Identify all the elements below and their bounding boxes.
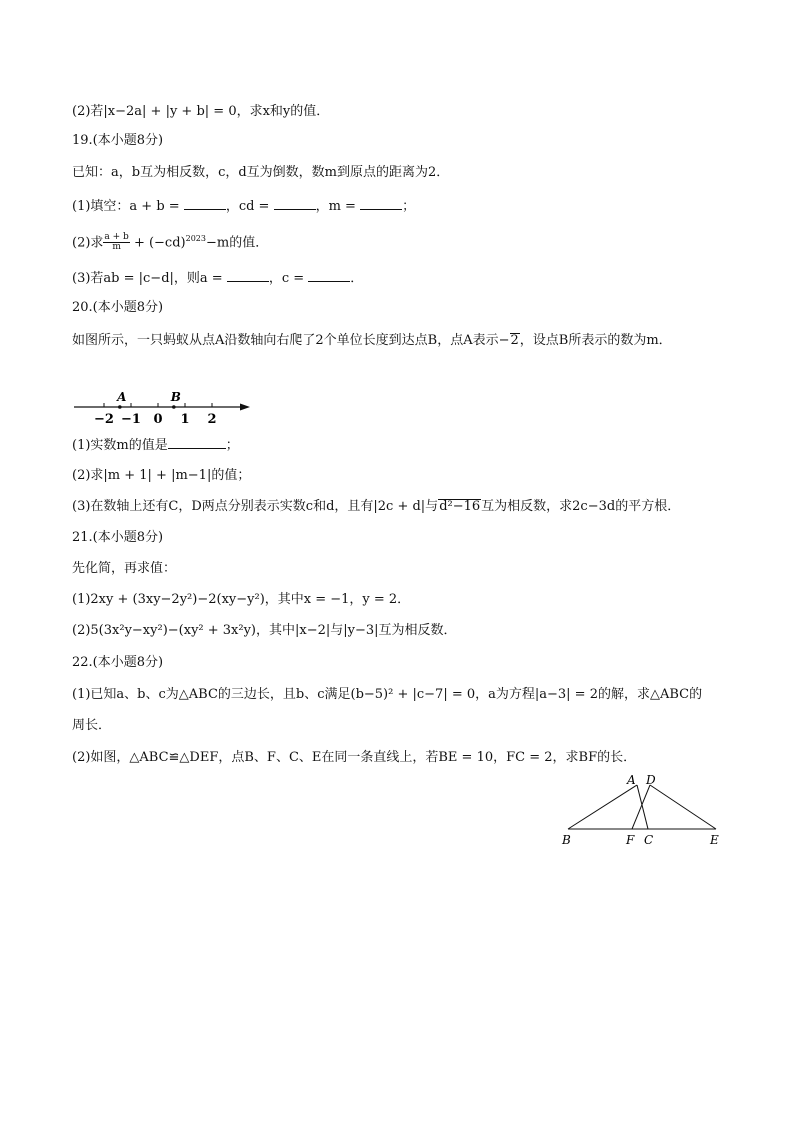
answer-blank — [184, 197, 226, 210]
segment-AB — [568, 785, 637, 829]
number-line-figure — [70, 390, 270, 430]
segment-DF — [632, 785, 650, 829]
q21-given: 先化简，再求值： — [72, 561, 177, 576]
q20-part2: (2)求|m + 1| + |m−1|的值； — [72, 468, 251, 483]
tick-label: 0 — [153, 412, 163, 427]
q19-part1: (1)填空：a + b = ，cd = ，m = ； — [72, 199, 416, 214]
q20-header: 20.(本小题8分) — [72, 300, 164, 315]
fraction: $\frac{a + b}{m}$ — [104, 232, 129, 253]
label-F: F — [626, 833, 635, 847]
segment-DE — [650, 785, 716, 829]
q18-part2: (2)若|x−2a| + |y + b| = 0，求x和y的值． — [72, 104, 330, 119]
segment-AC — [637, 785, 648, 829]
point-label-B: B — [170, 390, 181, 404]
tick-label: −1 — [121, 412, 141, 427]
label-E: E — [710, 833, 719, 847]
q19-header: 19.(本小题8分) — [72, 133, 164, 148]
q20-given: 如图所示，一只蚂蚁从点A沿数轴向右爬了2个单位长度到达点B，点A表示−2，设点B所表示的数为m． — [72, 333, 672, 348]
point-A — [118, 405, 122, 409]
q20-part1: (1)实数m的值是 ； — [72, 438, 239, 453]
label-A: A — [627, 773, 636, 787]
q19-part2: (2)求 $\frac{a + b}{m}$ + $(-cd)^{2023}-m$的值． — [72, 232, 269, 253]
q19-given: 已知：a，b互为相反数，c，d互为倒数，数m到原点的距离为2． — [72, 165, 450, 180]
q21-header: 21.(本小题8分) — [72, 530, 164, 545]
sqrt-expression: d²−16 — [439, 499, 481, 514]
point-B — [172, 405, 176, 409]
triangle-figure — [558, 772, 738, 852]
q20-part3: (3)在数轴上还有C，D两点分别表示实数c和d，且有|2c + d|与d²−16互为相反数，求2c−3d的平方根． — [72, 499, 681, 514]
q22-header: 22.(本小题8分) — [72, 655, 164, 670]
q19-part3: (3)若ab = |c−d|，则a = ，c = ． — [72, 271, 364, 286]
q22-part1-cont: 周长． — [72, 718, 112, 733]
label-C: C — [644, 833, 654, 847]
tick-label: 1 — [180, 412, 190, 427]
answer-blank — [274, 197, 316, 210]
answer-blank — [360, 197, 402, 210]
tick-label: 2 — [207, 412, 217, 427]
label-D: D — [646, 773, 656, 787]
answer-blank — [308, 269, 350, 282]
axis-arrow-icon — [240, 404, 250, 411]
q21-part2: (2)5(3x²y−xy²)−(xy² + 3x²y)，其中|x−2|与|y−3|互为相反数． — [72, 623, 457, 638]
point-label-A: A — [117, 390, 127, 404]
answer-blank — [227, 269, 269, 282]
q21-part1: (1)2xy + (3xy−2y²)−2(xy−y²)，其中x = −1，y = 2． — [72, 592, 411, 607]
q22-part1: (1)已知a、b、c为△ABC的三边长，且b、c满足(b−5)² + |c−7| = 0，a为方程|a−3| = 2的解，求△ABC的 — [72, 687, 703, 702]
answer-blank — [168, 436, 226, 449]
q22-part2: (2)如图，△ABC≌△DEF，点B、F、C、E在同一条直线上，若BE = 10，FC = 2，求BF的长． — [72, 750, 637, 765]
label-B: B — [562, 833, 571, 847]
tick-label: −2 — [94, 412, 114, 427]
sqrt-2: 2 — [510, 333, 519, 348]
